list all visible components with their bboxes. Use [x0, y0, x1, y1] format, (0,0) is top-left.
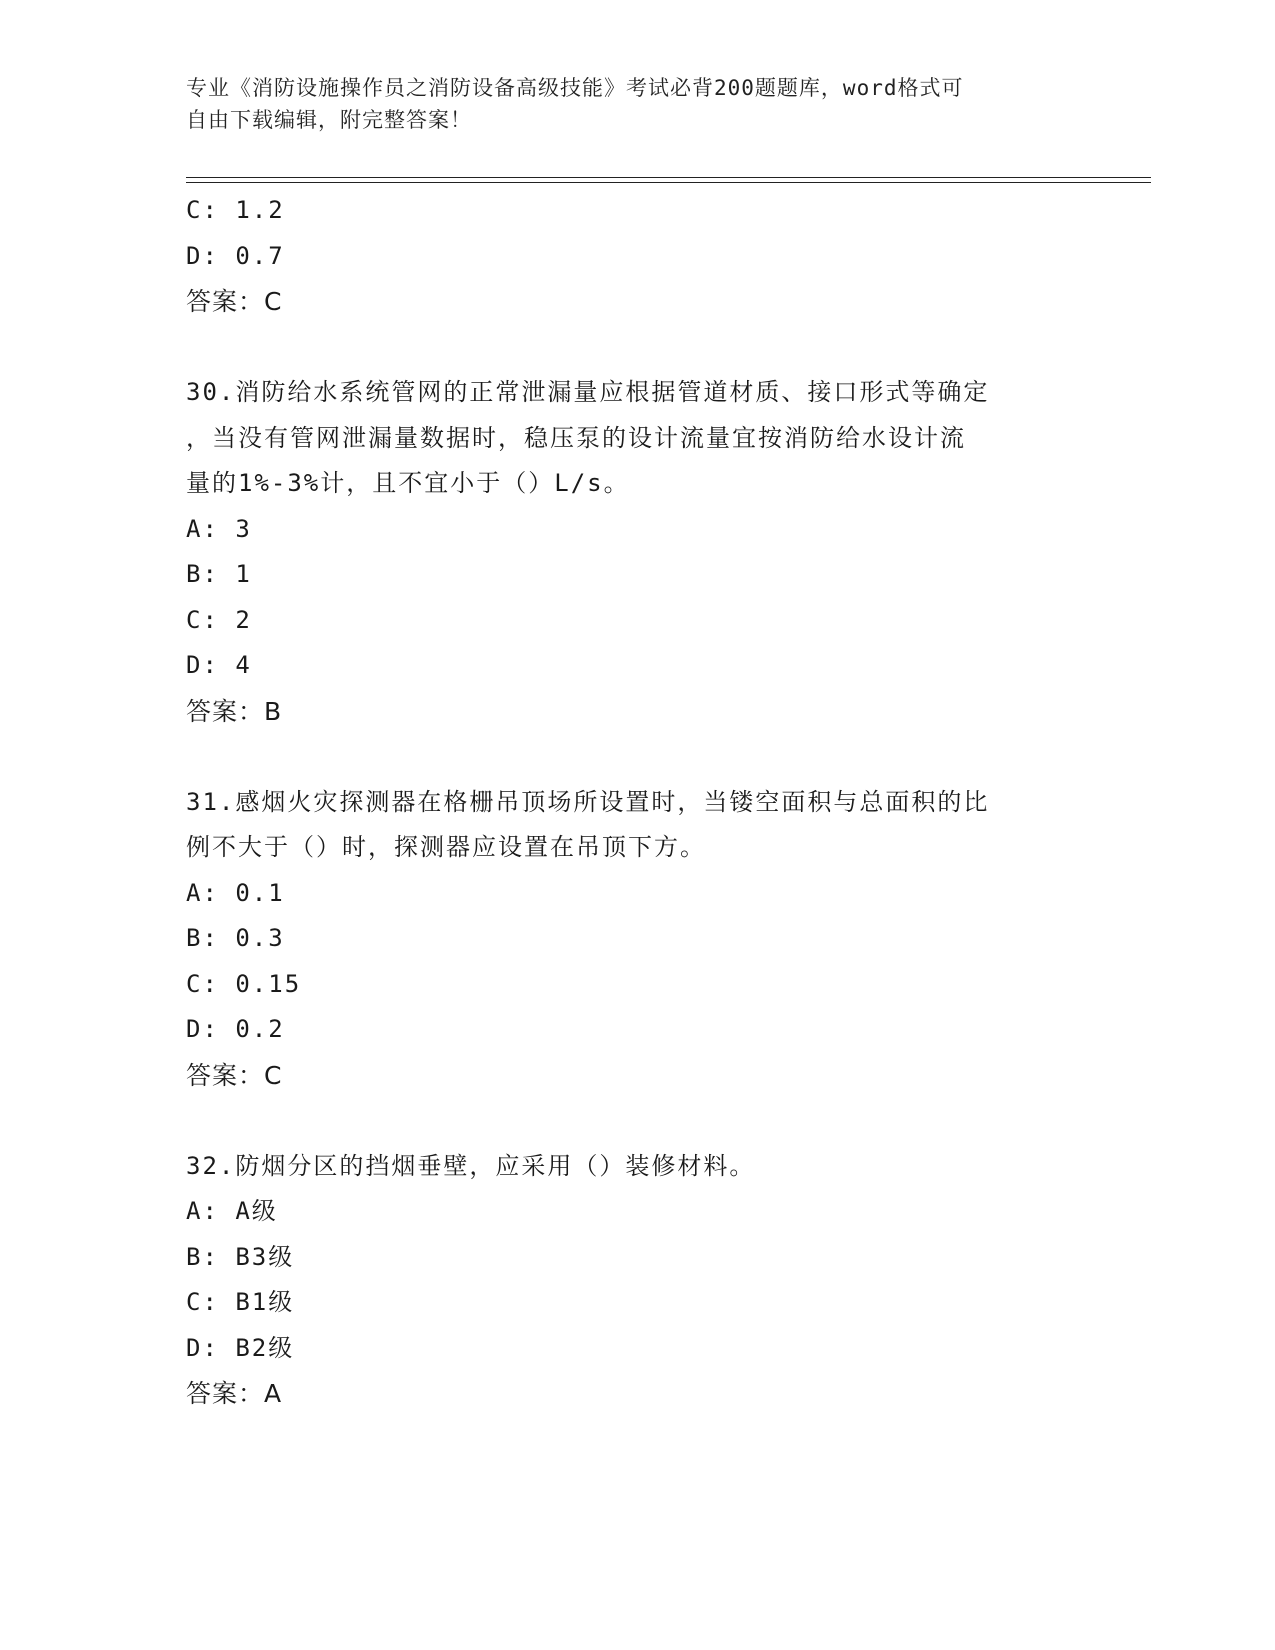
option-b: B: B3级: [186, 1242, 295, 1271]
option-c: C: 2: [186, 605, 252, 634]
answer-line: 答案：C: [186, 1060, 283, 1090]
stem-line: ，当没有管网泄漏量数据时，稳压泵的设计流量宜按消防给水设计流: [186, 423, 966, 452]
option-a: A: 3: [186, 514, 252, 543]
option-c: C: 1.2: [186, 196, 285, 224]
option-d: D: 0.2: [186, 1015, 285, 1043]
option-d: D: B2级: [186, 1333, 295, 1362]
stem-line: 32.防烟分区的挡烟垂壁，应采用（）装修材料。: [186, 1151, 756, 1180]
answer-line: 答案：B: [186, 696, 283, 726]
answer-line: 答案：C: [186, 287, 283, 316]
answer-line: 答案：A: [186, 1379, 283, 1408]
question-stem: [186, 780, 1086, 871]
question-31: [186, 780, 1086, 1099]
stem-line: 31.感烟火灾探测器在格栅吊顶场所设置时，当镂空面积与总面积的比: [186, 787, 990, 816]
question-29-tail: [186, 188, 1086, 325]
spacer: [186, 734, 1086, 780]
question-stem: [186, 370, 1086, 507]
stem-line: 例不大于（）时，探测器应设置在吊顶下方。: [186, 833, 706, 861]
option-d: D: 4: [186, 651, 252, 679]
option-a: A: 0.1: [186, 878, 285, 907]
stem-line: 30.消防给水系统管网的正常泄漏量应根据管道材质、接口形式等确定: [186, 378, 990, 406]
header-divider-bottom: [186, 182, 1151, 183]
option-d: D: 0.7: [186, 241, 285, 270]
option-a: A: A级: [186, 1197, 278, 1225]
option-b: B: 0.3: [186, 924, 285, 952]
header-divider-top: [186, 177, 1151, 178]
option-c: C: 0.15: [186, 969, 302, 998]
option-b: B: 1: [186, 560, 252, 588]
header-title-line-2: 自由下载编辑，附完整答案！: [186, 108, 472, 132]
question-list: [186, 188, 1086, 1417]
spacer: [186, 1098, 1086, 1144]
option-c: C: B1级: [186, 1288, 295, 1316]
question-32: [186, 1144, 1086, 1417]
question-30: [186, 370, 1086, 734]
spacer: [186, 325, 1086, 371]
stem-line: 量的1%-3%计，且不宜小于（）L/s。: [186, 469, 630, 497]
question-stem: [186, 1144, 1086, 1190]
page-header: [186, 72, 1066, 136]
header-title-line-1: 专业《消防设施操作员之消防设备高级技能》考试必背200题题库，word格式可: [186, 76, 964, 100]
